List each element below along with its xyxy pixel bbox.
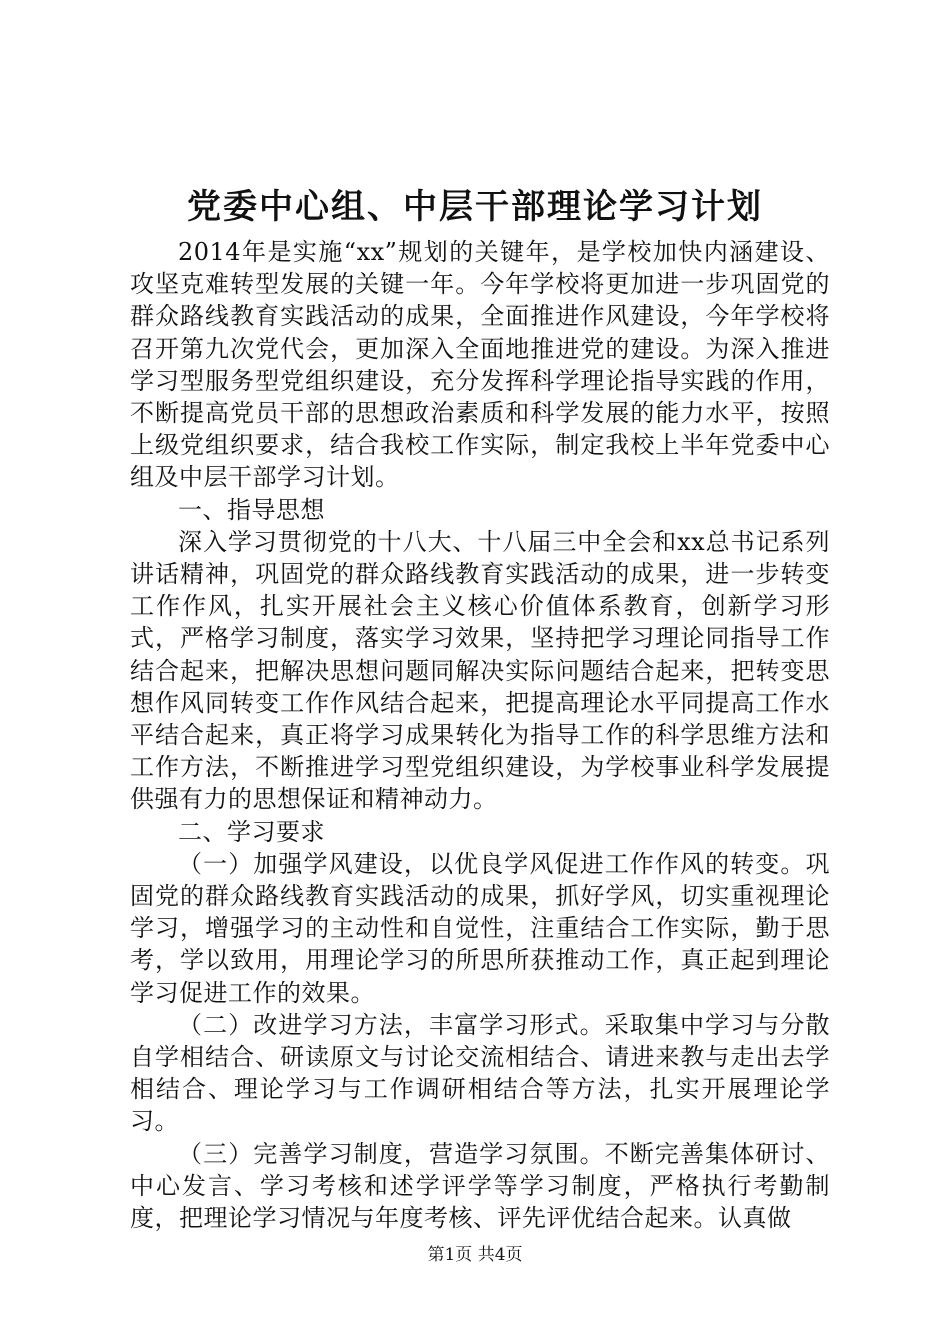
paragraph-requirement-1: （一）加强学风建设，以优良学风促进工作作风的转变。巩固党的群众路线教育实践活动的成果，抓好学风，切实重视理论学习，增强学习的主动性和自觉性，注重结合工作实际，勤于思考，学以致用，用理论学习的所思所获推动工作，真正起到理论学习促进工作的效果。	[130, 849, 830, 1007]
paragraph-requirement-2: （二）改进学习方法，丰富学习形式。采取集中学习与分散自学相结合、研读原文与讨论交流相结合、请进来教与走出去学相结合、理论学习与工作调研相结合等方法，扎实开展理论学习。	[130, 1010, 830, 1136]
paragraph-intro: 2014年是实施“xx”规划的关键年，是学校加快内涵建设、攻坚克难转型发展的关键一年。今年学校将更加进一步巩固党的群众路线教育实践活动的成果，全面推进作风建设，今年学校将召开第九次党代会，更加深入全面地推进党的建设。为深入推进学习型服务型党组织建设，充分发挥科学理论指导实践的作用，不断提高党员干部的思想政治素质和科学发展的能力水平，按照上级党组织要求，结合我校工作实际，制定我校上半年党委中心组及中层干部学习计划。	[130, 238, 830, 492]
heading-study-requirements: 二、学习要求	[178, 817, 325, 846]
paragraph-guiding-thought: 深入学习贯彻党的十八大、十八届三中全会和xx总书记系列讲话精神，巩固党的群众路线教育实践活动的成果，进一步转变工作作风，扎实开展社会主义核心价值体系教育，创新学习形式，严格学习制度，落实学习效果，坚持把学习理论同指导工作结合起来，把解决思想问题同解决实际问题结合起来，把转变思想作风同转变工作作风结合起来，把提高理论水平同提高工作水平结合起来，真正将学习成果转化为指导工作的科学思维方法和工作方法，不断推进学习型党组织建设，为学校事业科学发展提供强有力的思想保证和精神动力。	[130, 527, 830, 814]
heading-guiding-thought: 一、指导思想	[178, 495, 325, 524]
document-title: 党委中心组、中层干部理论学习计划	[187, 187, 763, 227]
document-body	[130, 236, 830, 1234]
page-footer: 第1页 共4页	[427, 1245, 523, 1265]
paragraph-requirement-3: （三）完善学习制度，营造学习氛围。不断完善集体研讨、中心发言、学习考核和述学评学等学习制度，严格执行考勤制度，把理论学习情况与年度考核、评先评优结合起来。认真做	[130, 1139, 830, 1233]
